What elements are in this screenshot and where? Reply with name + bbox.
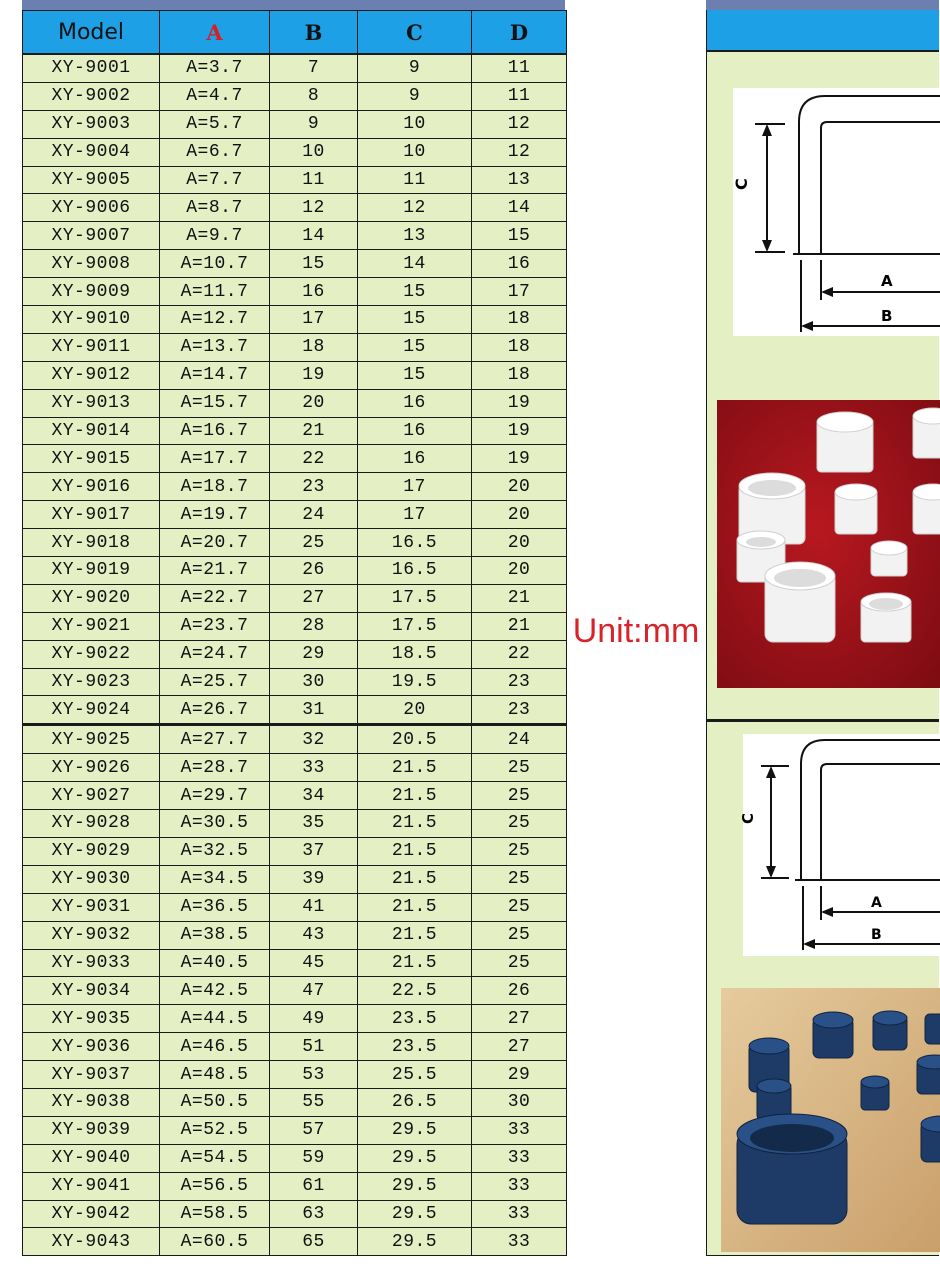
- cell-model: XY-9038: [23, 1088, 160, 1116]
- cell-b: 41: [270, 893, 358, 921]
- cell-c: 17: [358, 501, 472, 529]
- cell-d: 25: [472, 949, 567, 977]
- cell-c: 17.5: [358, 584, 472, 612]
- cell-c: 29.5: [358, 1144, 472, 1172]
- cell-a: A=21.7: [160, 557, 270, 585]
- cell-b: 26: [270, 557, 358, 585]
- cell-a: A=32.5: [160, 837, 270, 865]
- cell-b: 11: [270, 166, 358, 194]
- cell-d: 33: [472, 1200, 567, 1228]
- cell-model: XY-9028: [23, 810, 160, 838]
- cell-c: 10: [358, 138, 472, 166]
- cell-model: XY-9020: [23, 584, 160, 612]
- cell-a: A=36.5: [160, 893, 270, 921]
- cell-c: 9: [358, 54, 472, 82]
- cell-d: 19: [472, 389, 567, 417]
- cell-a: A=11.7: [160, 278, 270, 306]
- cell-c: 21.5: [358, 893, 472, 921]
- cell-d: 26: [472, 977, 567, 1005]
- cell-b: 24: [270, 501, 358, 529]
- cell-c: 29.5: [358, 1228, 472, 1256]
- cell-b: 18: [270, 333, 358, 361]
- header-c: C: [358, 11, 472, 55]
- cell-b: 31: [270, 696, 358, 725]
- cell-d: 12: [472, 138, 567, 166]
- cell-model: XY-9033: [23, 949, 160, 977]
- cell-d: 11: [472, 54, 567, 82]
- table-row: [23, 250, 567, 278]
- dim-c-label: C: [739, 812, 757, 824]
- cell-c: 20.5: [358, 725, 472, 754]
- cell-b: 17: [270, 306, 358, 334]
- cell-c: 23.5: [358, 1005, 472, 1033]
- cell-c: 16.5: [358, 529, 472, 557]
- table-row: [23, 222, 567, 250]
- cell-d: 33: [472, 1228, 567, 1256]
- cell-model: XY-9030: [23, 865, 160, 893]
- table-row: [23, 389, 567, 417]
- cell-c: 15: [358, 306, 472, 334]
- cell-model: XY-9024: [23, 696, 160, 725]
- top-strip: [22, 0, 939, 10]
- cell-c: 10: [358, 110, 472, 138]
- cell-b: 43: [270, 921, 358, 949]
- cell-b: 51: [270, 1033, 358, 1061]
- cell-d: 13: [472, 166, 567, 194]
- cell-c: 22.5: [358, 977, 472, 1005]
- table-row: [23, 54, 567, 82]
- cell-b: 65: [270, 1228, 358, 1256]
- cell-d: 17: [472, 278, 567, 306]
- panel-top: [706, 52, 939, 722]
- cell-c: 19.5: [358, 668, 472, 696]
- cell-model: XY-9013: [23, 389, 160, 417]
- table-body: [23, 54, 567, 1256]
- table-row: [23, 361, 567, 389]
- cell-a: A=56.5: [160, 1172, 270, 1200]
- cell-c: 11: [358, 166, 472, 194]
- white-caps-photo-icon: [717, 400, 940, 688]
- cap-dimension-diagram-top: [733, 88, 940, 336]
- cell-a: A=44.5: [160, 1005, 270, 1033]
- cell-d: 21: [472, 612, 567, 640]
- cell-model: XY-9008: [23, 250, 160, 278]
- header-a: A: [160, 11, 270, 55]
- table-row: [23, 557, 567, 585]
- cell-model: XY-9003: [23, 110, 160, 138]
- cell-b: 32: [270, 725, 358, 754]
- table-row: [23, 333, 567, 361]
- cell-d: 20: [472, 557, 567, 585]
- table-row: [23, 82, 567, 110]
- cell-model: XY-9018: [23, 529, 160, 557]
- table-row: [23, 501, 567, 529]
- cell-d: 33: [472, 1144, 567, 1172]
- spec-table: [22, 10, 567, 1256]
- cell-model: XY-9019: [23, 557, 160, 585]
- cell-model: XY-9021: [23, 612, 160, 640]
- cell-b: 30: [270, 668, 358, 696]
- cell-d: 20: [472, 501, 567, 529]
- cell-model: XY-9029: [23, 837, 160, 865]
- cell-b: 20: [270, 389, 358, 417]
- cell-b: 57: [270, 1116, 358, 1144]
- cell-a: A=17.7: [160, 445, 270, 473]
- cell-model: XY-9009: [23, 278, 160, 306]
- table-row: [23, 977, 567, 1005]
- cell-b: 39: [270, 865, 358, 893]
- cell-a: A=18.7: [160, 473, 270, 501]
- table-row: [23, 306, 567, 334]
- cell-d: 15: [472, 222, 567, 250]
- cell-c: 16: [358, 417, 472, 445]
- cell-a: A=14.7: [160, 361, 270, 389]
- blue-caps-photo-icon: [721, 988, 940, 1252]
- cell-d: 29: [472, 1061, 567, 1089]
- cell-b: 33: [270, 754, 358, 782]
- cell-c: 26.5: [358, 1088, 472, 1116]
- cell-d: 33: [472, 1116, 567, 1144]
- cell-a: A=24.7: [160, 640, 270, 668]
- cell-model: XY-9043: [23, 1228, 160, 1256]
- cell-model: XY-9014: [23, 417, 160, 445]
- dim-a-label: A: [871, 895, 882, 911]
- dim-a-label: A: [881, 272, 893, 290]
- cell-c: 29.5: [358, 1172, 472, 1200]
- cell-c: 9: [358, 82, 472, 110]
- cell-d: 25: [472, 837, 567, 865]
- cell-b: 10: [270, 138, 358, 166]
- cell-model: XY-9004: [23, 138, 160, 166]
- cell-d: 23: [472, 668, 567, 696]
- table-row: [23, 725, 567, 754]
- cell-b: 21: [270, 417, 358, 445]
- cell-d: 23: [472, 696, 567, 725]
- cell-d: 20: [472, 529, 567, 557]
- cell-a: A=12.7: [160, 306, 270, 334]
- cell-c: 16: [358, 445, 472, 473]
- table-row: [23, 417, 567, 445]
- panel-header: [706, 10, 939, 52]
- cell-b: 28: [270, 612, 358, 640]
- cell-d: 25: [472, 754, 567, 782]
- table-row: [23, 138, 567, 166]
- cell-model: XY-9039: [23, 1116, 160, 1144]
- cell-a: A=40.5: [160, 949, 270, 977]
- cell-b: 19: [270, 361, 358, 389]
- cell-d: 30: [472, 1088, 567, 1116]
- table-row: [23, 584, 567, 612]
- cell-a: A=15.7: [160, 389, 270, 417]
- cell-a: A=16.7: [160, 417, 270, 445]
- cell-model: XY-9023: [23, 668, 160, 696]
- cell-d: 22: [472, 640, 567, 668]
- cell-model: XY-9012: [23, 361, 160, 389]
- cell-b: 15: [270, 250, 358, 278]
- cell-d: 25: [472, 782, 567, 810]
- cell-a: A=38.5: [160, 921, 270, 949]
- cell-d: 24: [472, 725, 567, 754]
- table-row: [23, 921, 567, 949]
- cell-c: 15: [358, 361, 472, 389]
- cell-d: 14: [472, 194, 567, 222]
- cell-a: A=5.7: [160, 110, 270, 138]
- cell-c: 21.5: [358, 837, 472, 865]
- cell-model: XY-9007: [23, 222, 160, 250]
- cell-b: 25: [270, 529, 358, 557]
- cell-a: A=6.7: [160, 138, 270, 166]
- dim-c-label: C: [732, 178, 751, 190]
- cell-c: 16.5: [358, 557, 472, 585]
- cell-model: XY-9011: [23, 333, 160, 361]
- cell-b: 63: [270, 1200, 358, 1228]
- cell-a: A=29.7: [160, 782, 270, 810]
- cell-d: 19: [472, 417, 567, 445]
- cell-model: XY-9036: [23, 1033, 160, 1061]
- header-d: D: [472, 11, 567, 55]
- cell-b: 12: [270, 194, 358, 222]
- table-row: [23, 754, 567, 782]
- cell-d: 27: [472, 1005, 567, 1033]
- cell-c: 21.5: [358, 782, 472, 810]
- cell-d: 18: [472, 361, 567, 389]
- cell-model: XY-9035: [23, 1005, 160, 1033]
- cell-a: A=8.7: [160, 194, 270, 222]
- cell-model: XY-9034: [23, 977, 160, 1005]
- cell-d: 25: [472, 865, 567, 893]
- table-row: [23, 810, 567, 838]
- cell-b: 53: [270, 1061, 358, 1089]
- cell-a: A=20.7: [160, 529, 270, 557]
- cell-a: A=48.5: [160, 1061, 270, 1089]
- cell-c: 14: [358, 250, 472, 278]
- header-model: Model: [23, 11, 160, 55]
- cell-c: 29.5: [358, 1116, 472, 1144]
- cell-c: 15: [358, 333, 472, 361]
- cell-d: 11: [472, 82, 567, 110]
- cell-model: XY-9041: [23, 1172, 160, 1200]
- table-row: [23, 1228, 567, 1256]
- table-row: [23, 1116, 567, 1144]
- cell-model: XY-9027: [23, 782, 160, 810]
- table-row: [23, 668, 567, 696]
- cell-c: 16: [358, 389, 472, 417]
- blue-caps-photo: [721, 988, 940, 1252]
- cell-c: 12: [358, 194, 472, 222]
- table-row: [23, 696, 567, 725]
- cell-b: 22: [270, 445, 358, 473]
- cell-c: 17.5: [358, 612, 472, 640]
- cell-a: A=3.7: [160, 54, 270, 82]
- table-row: [23, 612, 567, 640]
- table-row: [23, 110, 567, 138]
- cell-b: 29: [270, 640, 358, 668]
- table-row: [23, 166, 567, 194]
- cell-c: 13: [358, 222, 472, 250]
- cell-a: A=58.5: [160, 1200, 270, 1228]
- cell-c: 23.5: [358, 1033, 472, 1061]
- header-b: B: [270, 11, 358, 55]
- table-row: [23, 194, 567, 222]
- cell-model: XY-9031: [23, 893, 160, 921]
- cell-b: 49: [270, 1005, 358, 1033]
- cell-a: A=25.7: [160, 668, 270, 696]
- cell-model: XY-9015: [23, 445, 160, 473]
- cell-model: XY-9005: [23, 166, 160, 194]
- cell-model: XY-9010: [23, 306, 160, 334]
- cell-c: 20: [358, 696, 472, 725]
- cell-b: 23: [270, 473, 358, 501]
- cell-d: 25: [472, 921, 567, 949]
- cell-b: 35: [270, 810, 358, 838]
- cell-model: XY-9006: [23, 194, 160, 222]
- table-row: [23, 640, 567, 668]
- cell-d: 19: [472, 445, 567, 473]
- cell-c: 21.5: [358, 754, 472, 782]
- table-row: [23, 782, 567, 810]
- cell-a: A=23.7: [160, 612, 270, 640]
- cell-b: 14: [270, 222, 358, 250]
- cell-b: 16: [270, 278, 358, 306]
- cell-c: 21.5: [358, 865, 472, 893]
- cell-b: 55: [270, 1088, 358, 1116]
- cell-b: 8: [270, 82, 358, 110]
- cell-a: A=28.7: [160, 754, 270, 782]
- table-row: [23, 1200, 567, 1228]
- table-row: [23, 529, 567, 557]
- dim-b-label: B: [871, 927, 882, 943]
- cell-model: XY-9001: [23, 54, 160, 82]
- cell-b: 59: [270, 1144, 358, 1172]
- table-row: [23, 1172, 567, 1200]
- cell-a: A=27.7: [160, 725, 270, 754]
- cell-c: 29.5: [358, 1200, 472, 1228]
- cell-a: A=9.7: [160, 222, 270, 250]
- cell-b: 45: [270, 949, 358, 977]
- white-caps-photo: [717, 400, 940, 688]
- table-row: [23, 865, 567, 893]
- cell-a: A=10.7: [160, 250, 270, 278]
- table-row: [23, 893, 567, 921]
- cell-d: 16: [472, 250, 567, 278]
- cell-d: 27: [472, 1033, 567, 1061]
- cell-model: XY-9032: [23, 921, 160, 949]
- table-row: [23, 445, 567, 473]
- cell-d: 18: [472, 333, 567, 361]
- cell-a: A=7.7: [160, 166, 270, 194]
- table-row: [23, 1144, 567, 1172]
- cell-model: XY-9017: [23, 501, 160, 529]
- cell-a: A=54.5: [160, 1144, 270, 1172]
- cell-model: XY-9026: [23, 754, 160, 782]
- table-row: [23, 1061, 567, 1089]
- cell-b: 7: [270, 54, 358, 82]
- cell-a: A=52.5: [160, 1116, 270, 1144]
- cap-dimension-diagram-icon: [733, 88, 940, 336]
- cell-d: 25: [472, 810, 567, 838]
- cell-a: A=4.7: [160, 82, 270, 110]
- table-row: [23, 278, 567, 306]
- cell-model: XY-9002: [23, 82, 160, 110]
- cell-b: 47: [270, 977, 358, 1005]
- table-header-row: [23, 11, 567, 55]
- cell-b: 9: [270, 110, 358, 138]
- table-row: [23, 949, 567, 977]
- table-row: [23, 473, 567, 501]
- cell-b: 61: [270, 1172, 358, 1200]
- cell-c: 21.5: [358, 921, 472, 949]
- panel-bottom: [706, 722, 939, 1256]
- cell-model: XY-9037: [23, 1061, 160, 1089]
- cell-d: 33: [472, 1172, 567, 1200]
- unit-label: Unit:mm: [572, 612, 700, 650]
- cell-c: 21.5: [358, 810, 472, 838]
- cell-c: 25.5: [358, 1061, 472, 1089]
- cell-a: A=42.5: [160, 977, 270, 1005]
- cell-model: XY-9016: [23, 473, 160, 501]
- cell-model: XY-9025: [23, 725, 160, 754]
- table-row: [23, 837, 567, 865]
- cell-a: A=30.5: [160, 810, 270, 838]
- cell-a: A=26.7: [160, 696, 270, 725]
- cell-d: 21: [472, 584, 567, 612]
- cell-a: A=13.7: [160, 333, 270, 361]
- cell-a: A=50.5: [160, 1088, 270, 1116]
- cell-c: 21.5: [358, 949, 472, 977]
- cell-model: XY-9040: [23, 1144, 160, 1172]
- cell-d: 12: [472, 110, 567, 138]
- table-row: [23, 1033, 567, 1061]
- cell-b: 34: [270, 782, 358, 810]
- cell-d: 25: [472, 893, 567, 921]
- cell-a: A=34.5: [160, 865, 270, 893]
- cell-b: 27: [270, 584, 358, 612]
- cell-a: A=22.7: [160, 584, 270, 612]
- cell-a: A=60.5: [160, 1228, 270, 1256]
- cell-b: 37: [270, 837, 358, 865]
- cell-d: 20: [472, 473, 567, 501]
- table-row: [23, 1088, 567, 1116]
- cell-c: 17: [358, 473, 472, 501]
- cell-d: 18: [472, 306, 567, 334]
- cell-c: 18.5: [358, 640, 472, 668]
- table-row: [23, 1005, 567, 1033]
- cap-dimension-diagram-bottom: [739, 734, 940, 956]
- cell-model: XY-9022: [23, 640, 160, 668]
- cell-a: A=19.7: [160, 501, 270, 529]
- cell-c: 15: [358, 278, 472, 306]
- cap-dimension-diagram-icon: [739, 734, 940, 956]
- dim-b-label: B: [881, 307, 893, 325]
- cell-model: XY-9042: [23, 1200, 160, 1228]
- cell-a: A=46.5: [160, 1033, 270, 1061]
